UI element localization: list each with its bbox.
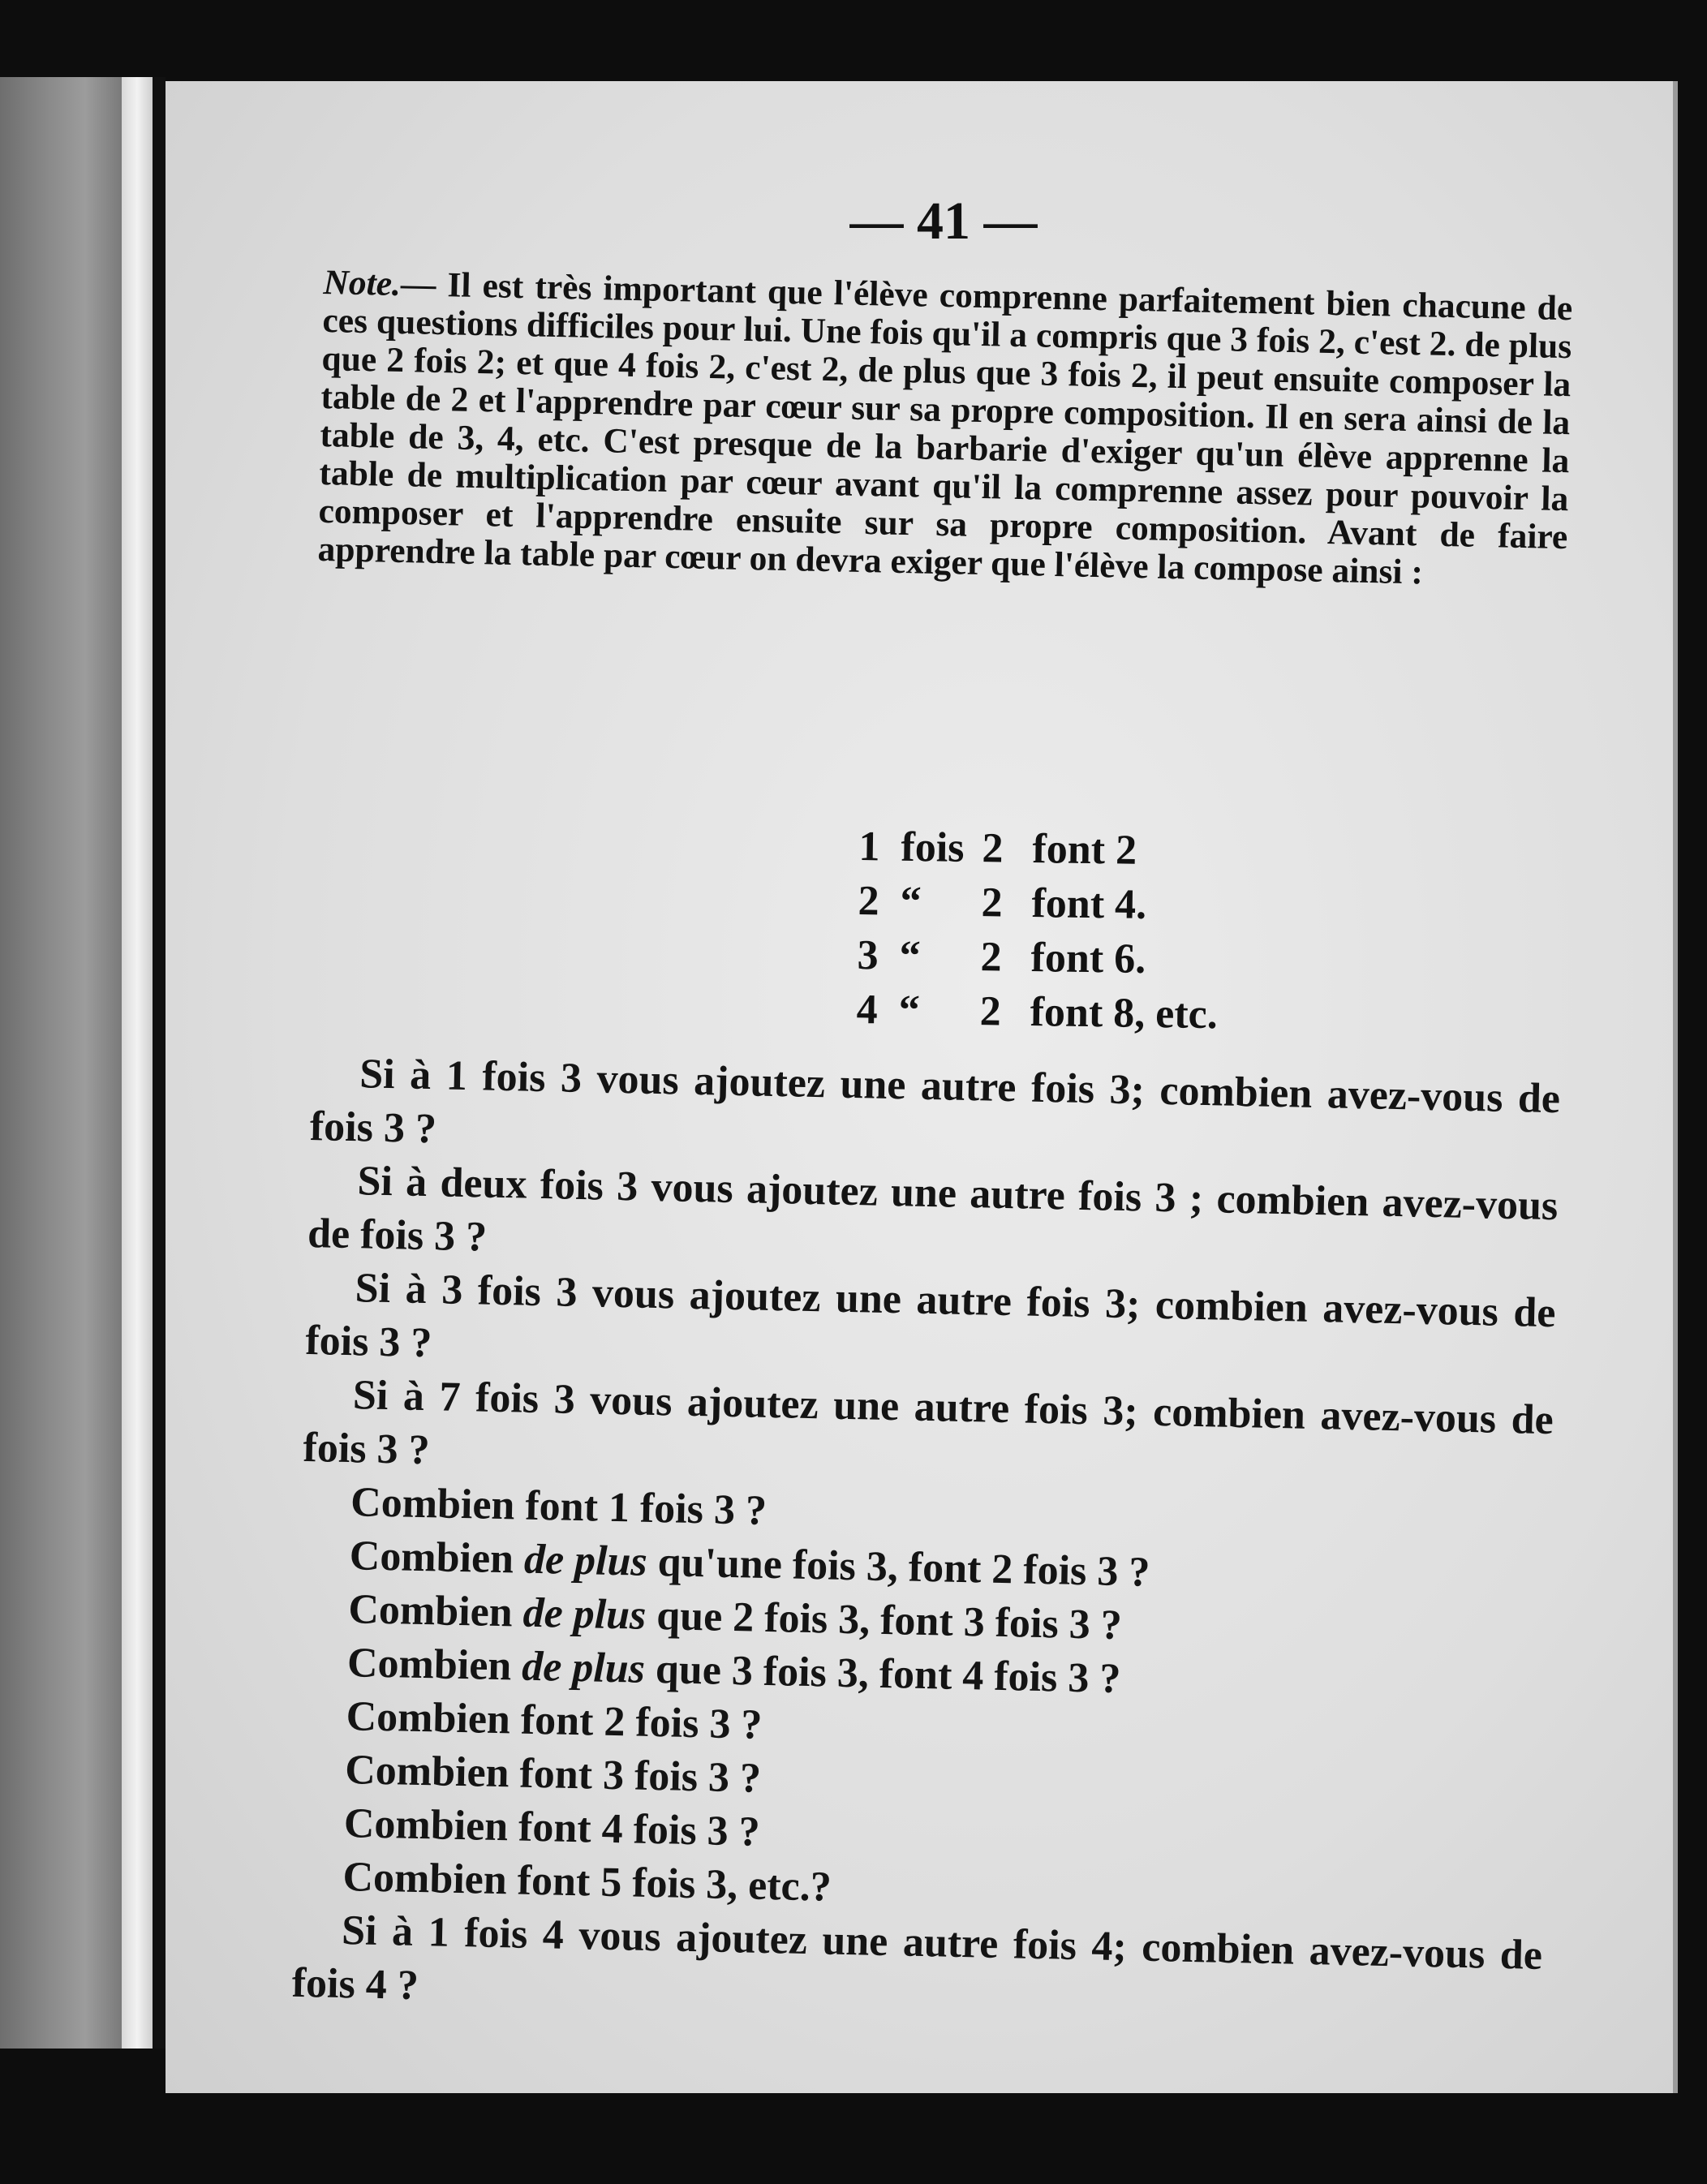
- table-cell: 3: [857, 931, 879, 979]
- question: Si à 1 fois 3 vous ajoutez une autre fois 3; combien avez-vous de fois 3 ?: [309, 1051, 1561, 1153]
- table-cell: 2: [980, 934, 1003, 981]
- table-cell: 1: [858, 823, 880, 871]
- emphasis: de plus: [521, 1643, 646, 1692]
- facing-page-edge: [0, 77, 122, 2049]
- question: Combien font 4 fois 3 ?: [343, 1800, 761, 1855]
- question-end: que 2 fois 3, font 3 fois 3 ?: [645, 1592, 1123, 1649]
- question-end: qu'une fois 3, font 2 fois 3 ?: [647, 1538, 1150, 1596]
- table-cell: fois: [901, 823, 965, 871]
- question-start: Combien: [347, 1586, 524, 1636]
- question-end: que 3 fois 3, font 4 fois 3 ?: [644, 1645, 1121, 1703]
- note-paragraph: [317, 264, 1573, 595]
- multiplication-table: [856, 819, 1220, 1042]
- table-cell: “: [900, 878, 922, 926]
- question: Combien font 1 fois 3 ?: [350, 1479, 768, 1534]
- table-row: [856, 982, 1218, 1042]
- table-cell: “: [899, 932, 922, 980]
- table-cell: 4: [856, 986, 879, 1034]
- facing-page-margin: [122, 77, 153, 2049]
- table-cell: 2: [981, 879, 1003, 926]
- book-gutter: [153, 77, 166, 2049]
- question: Si à deux fois 3 vous ajoutez une autre fois 3 ; combien avez-vous de fois 3 ?: [307, 1158, 1559, 1261]
- note-text: — Il est très important que l'élève comprenne parfaitement bien chacune de ces questions difficiles pour lui. Une fois qu'il a compris que 3 fois 2, c'est 2. de plus que 2 fois 2; et que 4 fois 2, c'est 2, de plus que 3 fois 2, il peut ensuite composer la table de 2 et l'apprendre par cœur sur sa propre composition. Il en sera ainsi de la table de 3, 4, etc. C'est presque de la barbarie d'exiger qu'un élève apprenne la table de multiplication par cœur avant qu'il la comprenne assez pour pouvoir la composer et l'apprendre ensuite sur sa propre composition. Avant de faire apprendre la table par cœur on devra exiger que l'élève la compose ainsi :: [317, 264, 1573, 592]
- question-start: Combien: [346, 1640, 522, 1690]
- question-start: Combien: [349, 1533, 525, 1583]
- table-cell: 2: [979, 988, 1002, 1035]
- question: Si à 7 fois 3 vous ajoutez une autre fois 3; combien avez-vous de fois 3 ?: [303, 1372, 1554, 1474]
- table-cell: 2: [858, 877, 879, 925]
- questions-block: [291, 1047, 1561, 2036]
- question: Combien font 3 fois 3 ?: [344, 1747, 762, 1802]
- table-cell: font 2: [1032, 825, 1137, 874]
- question: Si à 3 fois 3 vous ajoutez une autre fois 3; combien avez-vous de fois 3 ?: [304, 1265, 1557, 1367]
- table-cell: font 8, etc.: [1030, 988, 1219, 1038]
- table-cell: “: [898, 987, 921, 1034]
- table-cell: font 4.: [1031, 879, 1147, 928]
- question: Combien font 5 fois 3, etc.?: [342, 1854, 832, 1911]
- table-cell: 2: [982, 825, 1004, 872]
- emphasis: de plus: [522, 1589, 647, 1639]
- question: Si à 1 fois 4 vous ajoutez une autre fois 4; combien avez-vous de fois 4 ?: [291, 1907, 1543, 2010]
- table-row: [858, 874, 1219, 933]
- question: Combien font 2 fois 3 ?: [346, 1693, 763, 1748]
- table-cell: font 6.: [1030, 934, 1146, 982]
- table-row: [857, 928, 1219, 987]
- emphasis: de plus: [523, 1536, 648, 1585]
- table-row: [858, 819, 1220, 879]
- book-page: [166, 81, 1678, 2093]
- note-lead: Note.: [323, 263, 402, 303]
- page-number: — 41 —: [849, 191, 1038, 251]
